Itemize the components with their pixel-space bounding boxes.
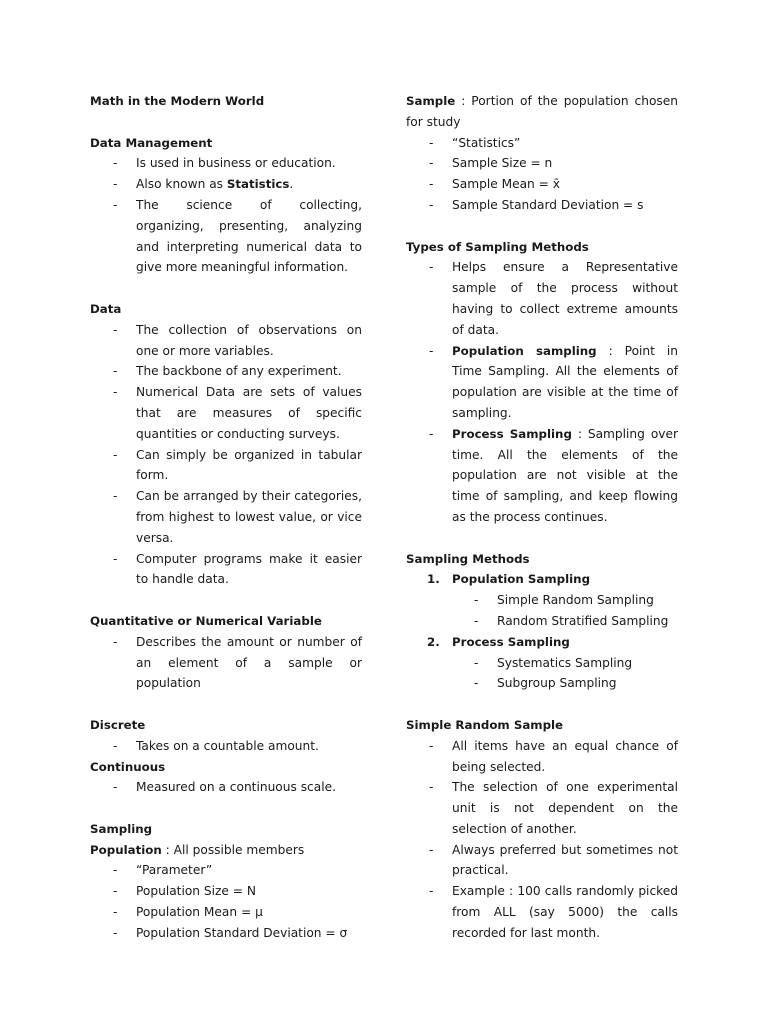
numbered-item: 1. Population Sampling bbox=[427, 572, 591, 587]
list-item: - Takes on a countable amount. bbox=[113, 738, 319, 753]
list-item: - “Parameter” bbox=[113, 863, 213, 878]
discrete-heading: Discrete bbox=[90, 717, 146, 732]
list-item: - Computer programs make it easier to handle data. bbox=[113, 551, 362, 587]
sub-list-item: - Subgroup Sampling bbox=[474, 676, 617, 691]
list-item: - Sample Standard Deviation = s bbox=[429, 197, 644, 212]
list-item: - Can simply be organized in tabular form. bbox=[113, 447, 362, 483]
left-column bbox=[90, 91, 362, 944]
population-definition: Population : All possible members bbox=[90, 842, 305, 857]
list-item: - The collection of observations on one or more variables. bbox=[113, 322, 362, 358]
sub-list-item: - Simple Random Sampling bbox=[474, 593, 654, 608]
list-item: - Helps ensure a Representative sample of the process without having to collect extreme amounts of data. bbox=[429, 260, 678, 337]
sub-list-item: - Random Stratified Sampling bbox=[474, 613, 669, 628]
list-item: - The backbone of any experiment. bbox=[113, 364, 342, 379]
list-item: - Population Size = N bbox=[113, 884, 257, 899]
sample-definition: Sample : Portion of the population chosen for study bbox=[406, 94, 678, 129]
list-item: - Population Mean = μ bbox=[113, 905, 263, 920]
sub-list-item: - Systematics Sampling bbox=[474, 655, 633, 670]
list-item: - “Statistics” bbox=[429, 135, 521, 150]
list-item: - Population sampling : Point in Time Sampling. All the elements of population are visible at the time of sampling. bbox=[429, 343, 678, 420]
data-heading: Data bbox=[90, 301, 122, 316]
list-item: - Describes the amount or number of an element of a sample or population bbox=[113, 634, 362, 691]
list-item: - Numerical Data are sets of values that are measures of specific quantities or conducting surveys. bbox=[113, 385, 362, 441]
numbered-item: 2. Process Sampling bbox=[427, 634, 570, 649]
data-management-heading: Data Management bbox=[90, 135, 213, 150]
list-item: - Sample Size = n bbox=[429, 156, 553, 171]
list-item: - Is used in business or education. bbox=[113, 156, 336, 171]
methods-heading: Sampling Methods bbox=[406, 551, 530, 566]
document-title: Math in the Modern World bbox=[90, 94, 265, 108]
list-item: - Process Sampling : Sampling over time. All the elements of the population are not visible at the time of sampling, and keep flowing as the process continues. bbox=[429, 426, 678, 524]
list-item: - Measured on a continuous scale. bbox=[113, 780, 336, 795]
continuous-heading: Continuous bbox=[90, 759, 166, 774]
list-item: - Also known as Statistics. bbox=[113, 177, 294, 192]
sampling-heading: Sampling bbox=[90, 821, 153, 836]
srs-heading: Simple Random Sample bbox=[406, 717, 564, 732]
list-item: - The selection of one experimental unit is not dependent on the selection of another. bbox=[429, 780, 678, 836]
types-heading: Types of Sampling Methods bbox=[406, 239, 589, 254]
list-item: - The science of collecting, organizing, presenting, analyzing and interpreting numerical data to give more meaningful information. bbox=[113, 197, 362, 275]
list-item: - Always preferred but sometimes not practical. bbox=[429, 842, 678, 878]
list-item: - Can be arranged by their categories, from highest to lowest value, or vice versa. bbox=[113, 489, 362, 545]
list-item: - Example : 100 calls randomly picked from ALL (say 5000) the calls recorded for last month. bbox=[429, 884, 678, 940]
quantitative-heading: Quantitative or Numerical Variable bbox=[90, 613, 322, 628]
list-item: - Sample Mean = x̄ bbox=[429, 177, 560, 192]
list-item: - All items have an equal chance of being selected. bbox=[429, 738, 678, 774]
list-item: - Population Standard Deviation = σ bbox=[113, 925, 348, 940]
right-column bbox=[406, 91, 678, 944]
